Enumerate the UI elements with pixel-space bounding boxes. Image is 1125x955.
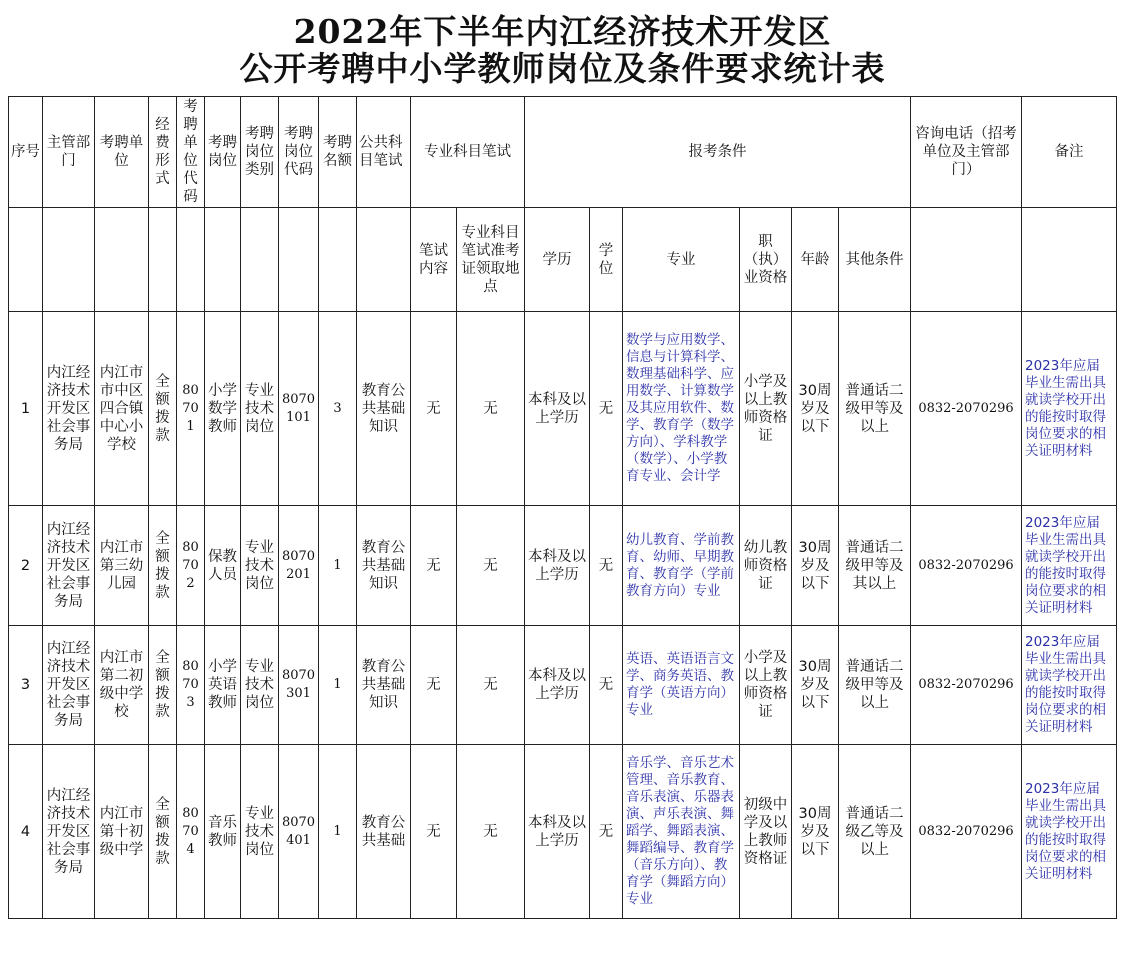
header-age: 年龄 <box>792 208 839 312</box>
cell-contact: 0832-2070296 <box>911 312 1022 506</box>
cell-age: 30周岁及以下 <box>792 626 839 745</box>
cell-qualification: 小学及以上教师资格证 <box>740 312 792 506</box>
cell-age: 30周岁及以下 <box>792 745 839 919</box>
cell-public-exam: 教育公共基础知识 <box>357 506 411 626</box>
cell-post-code: 8070201 <box>279 506 319 626</box>
cell-funding: 全额拨款 <box>149 506 177 626</box>
cell-other: 普通话二级甲等及其以上 <box>839 506 911 626</box>
cell-contact: 0832-2070296 <box>911 745 1022 919</box>
cell-exam-content: 无 <box>411 312 457 506</box>
cell-age: 30周岁及以下 <box>792 312 839 506</box>
cell-remark: 2023年应届毕业生需出具就读学校开出的能按时取得岗位要求的相关证明材料 <box>1022 506 1117 626</box>
cell-education: 本科及以上学历 <box>525 312 590 506</box>
header-requirements: 报考条件 <box>525 97 911 208</box>
cell-qualification: 小学及以上教师资格证 <box>740 626 792 745</box>
cell-seq: 2 <box>9 506 43 626</box>
table-row <box>9 626 1117 745</box>
cell-post: 保教人员 <box>205 506 241 626</box>
header-seq: 序号 <box>9 97 43 208</box>
cell-dept: 内江经济技术开发区社会事务局 <box>43 626 95 745</box>
cell-quota: 1 <box>319 506 357 626</box>
header-major-exam: 专业科目笔试 <box>411 97 525 208</box>
header-education: 学历 <box>525 208 590 312</box>
cell-quota: 1 <box>319 626 357 745</box>
page-title-line1: 2022年下半年内江经济技术开发区 <box>293 12 832 51</box>
header-public-exam: 公共科目笔试 <box>357 97 411 208</box>
cell-contact: 0832-2070296 <box>911 626 1022 745</box>
cell-seq: 1 <box>9 312 43 506</box>
cell-funding: 全额拨款 <box>149 312 177 506</box>
cell-unit: 内江市市中区四合镇中心小学校 <box>95 312 149 506</box>
cell-major: 音乐学、音乐艺术管理、音乐教育、音乐表演、乐器表演、声乐表演、舞蹈学、舞蹈表演、舞蹈编导、教育学（音乐方向）、教育学（舞蹈方向）专业 <box>623 745 740 919</box>
cell-degree: 无 <box>590 626 623 745</box>
cell-other: 普通话二级乙等及以上 <box>839 745 911 919</box>
cell-exam-ticket: 无 <box>457 312 525 506</box>
cell-qualification: 幼儿教师资格证 <box>740 506 792 626</box>
header-unit: 考聘单位 <box>95 97 149 208</box>
header-post-type: 考聘岗位类别 <box>241 97 279 208</box>
header-exam-ticket: 专业科目笔试准考证领取地点 <box>457 208 525 312</box>
cell-public-exam: 教育公共基础 <box>357 745 411 919</box>
cell-exam-ticket: 无 <box>457 626 525 745</box>
header-post: 考聘岗位 <box>205 97 241 208</box>
cell-post-code: 8070401 <box>279 745 319 919</box>
cell-quota: 1 <box>319 745 357 919</box>
cell-dept: 内江经济技术开发区社会事务局 <box>43 745 95 919</box>
cell-public-exam: 教育公共基础知识 <box>357 312 411 506</box>
cell-quota: 3 <box>319 312 357 506</box>
cell-exam-ticket: 无 <box>457 506 525 626</box>
cell-unit-code: 80701 <box>177 312 205 506</box>
cell-other: 普通话二级甲等及以上 <box>839 312 911 506</box>
header-exam-content: 笔试内容 <box>411 208 457 312</box>
cell-dept: 内江经济技术开发区社会事务局 <box>43 506 95 626</box>
header-major: 专业 <box>623 208 740 312</box>
cell-post-code: 8070301 <box>279 626 319 745</box>
recruitment-table <box>8 96 1117 919</box>
cell-exam-ticket: 无 <box>457 745 525 919</box>
cell-major: 数学与应用数学、信息与计算科学、数理基础科学、应用数学、计算数学及其应用软件、数学、教育学（数学方向）、学科教学（数学）、小学教育专业、会计学 <box>623 312 740 506</box>
header-quota: 考聘名额 <box>319 97 357 208</box>
cell-funding: 全额拨款 <box>149 745 177 919</box>
cell-remark: 2023年应届毕业生需出具就读学校开出的能按时取得岗位要求的相关证明材料 <box>1022 626 1117 745</box>
cell-remark: 2023年应届毕业生需出具就读学校开出的能按时取得岗位要求的相关证明材料 <box>1022 312 1117 506</box>
cell-post-type: 专业技术岗位 <box>241 312 279 506</box>
cell-exam-content: 无 <box>411 745 457 919</box>
cell-unit: 内江市第三幼儿园 <box>95 506 149 626</box>
cell-unit-code: 80702 <box>177 506 205 626</box>
cell-degree: 无 <box>590 312 623 506</box>
cell-remark: 2023年应届毕业生需出具就读学校开出的能按时取得岗位要求的相关证明材料 <box>1022 745 1117 919</box>
cell-exam-content: 无 <box>411 506 457 626</box>
header-dept: 主管部门 <box>43 97 95 208</box>
cell-unit: 内江市第十初级中学 <box>95 745 149 919</box>
cell-education: 本科及以上学历 <box>525 626 590 745</box>
cell-exam-content: 无 <box>411 626 457 745</box>
cell-post-code: 8070101 <box>279 312 319 506</box>
cell-post: 小学英语教师 <box>205 626 241 745</box>
header-row-1 <box>9 97 1117 208</box>
cell-post: 小学数学教师 <box>205 312 241 506</box>
header-post-code: 考聘岗位代码 <box>279 97 319 208</box>
header-row-2 <box>9 208 1117 312</box>
cell-post-type: 专业技术岗位 <box>241 626 279 745</box>
table-row <box>9 312 1117 506</box>
cell-post-type: 专业技术岗位 <box>241 745 279 919</box>
header-qualification: 职（执）业资格 <box>740 208 792 312</box>
table-row <box>9 745 1117 919</box>
cell-education: 本科及以上学历 <box>525 745 590 919</box>
cell-post: 音乐教师 <box>205 745 241 919</box>
cell-public-exam: 教育公共基础知识 <box>357 626 411 745</box>
header-remark: 备注 <box>1022 97 1117 208</box>
cell-seq: 3 <box>9 626 43 745</box>
header-funding: 经费形式 <box>149 97 177 208</box>
cell-degree: 无 <box>590 745 623 919</box>
cell-other: 普通话二级甲等及以上 <box>839 626 911 745</box>
cell-major: 幼儿教育、学前教育、幼师、早期教育、教育学（学前教育方向）专业 <box>623 506 740 626</box>
header-other: 其他条件 <box>839 208 911 312</box>
header-degree: 学位 <box>590 208 623 312</box>
cell-degree: 无 <box>590 506 623 626</box>
cell-qualification: 初级中学及以上教师资格证 <box>740 745 792 919</box>
cell-post-type: 专业技术岗位 <box>241 506 279 626</box>
page-title-line2: 公开考聘中小学教师岗位及条件要求统计表 <box>239 49 886 88</box>
cell-funding: 全额拨款 <box>149 626 177 745</box>
cell-major: 英语、英语语言文学、商务英语、教育学（英语方向）专业 <box>623 626 740 745</box>
cell-dept: 内江经济技术开发区社会事务局 <box>43 312 95 506</box>
cell-age: 30周岁及以下 <box>792 506 839 626</box>
cell-unit: 内江市第二初级中学校 <box>95 626 149 745</box>
header-unit-code: 考聘单位代码 <box>177 97 205 208</box>
table-row <box>9 506 1117 626</box>
cell-unit-code: 80704 <box>177 745 205 919</box>
cell-seq: 4 <box>9 745 43 919</box>
cell-education: 本科及以上学历 <box>525 506 590 626</box>
cell-contact: 0832-2070296 <box>911 506 1022 626</box>
header-contact: 咨询电话（招考单位及主管部门） <box>911 97 1022 208</box>
cell-unit-code: 80703 <box>177 626 205 745</box>
